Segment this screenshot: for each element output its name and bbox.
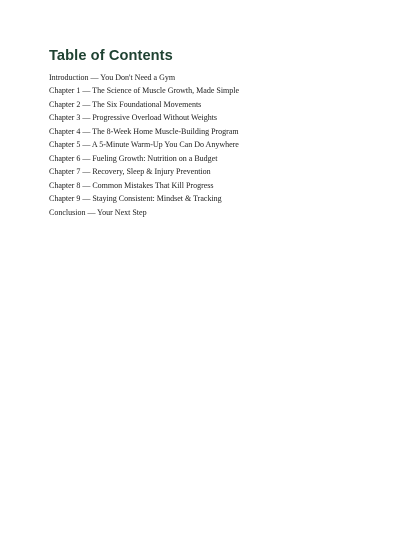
toc-entry-chapter-5: Chapter 5 — A 5-Minute Warm-Up You Can Do Anywhere [49,140,239,150]
toc-entry-chapter-4: Chapter 4 — The 8-Week Home Muscle-Building Program [49,126,239,136]
toc-entry-chapter-7: Chapter 7 — Recovery, Sleep & Injury Prevention [49,167,211,177]
toc-entry-chapter-1: Chapter 1 — The Science of Muscle Growth, Made Simple [49,86,240,96]
toc-entry-chapter-9: Chapter 9 — Staying Consistent: Mindset & Tracking [49,194,222,204]
toc-entry-chapter-8: Chapter 8 — Common Mistakes That Kill Progress [49,180,214,190]
toc-entry-introduction: Introduction — You Don't Need a Gym [49,73,176,82]
toc-list [49,71,376,219]
toc-entry-chapter-2: Chapter 2 — The Six Foundational Movements [49,99,202,109]
toc-entry-conclusion: Conclusion — Your Next Step [49,207,147,217]
page-title: Table of Contents [49,48,173,64]
toc-entry-chapter-6: Chapter 6 — Fueling Growth: Nutrition on a Budget [49,153,218,163]
toc-entry-chapter-3: Chapter 3 — Progressive Overload Without Weights [49,113,218,123]
